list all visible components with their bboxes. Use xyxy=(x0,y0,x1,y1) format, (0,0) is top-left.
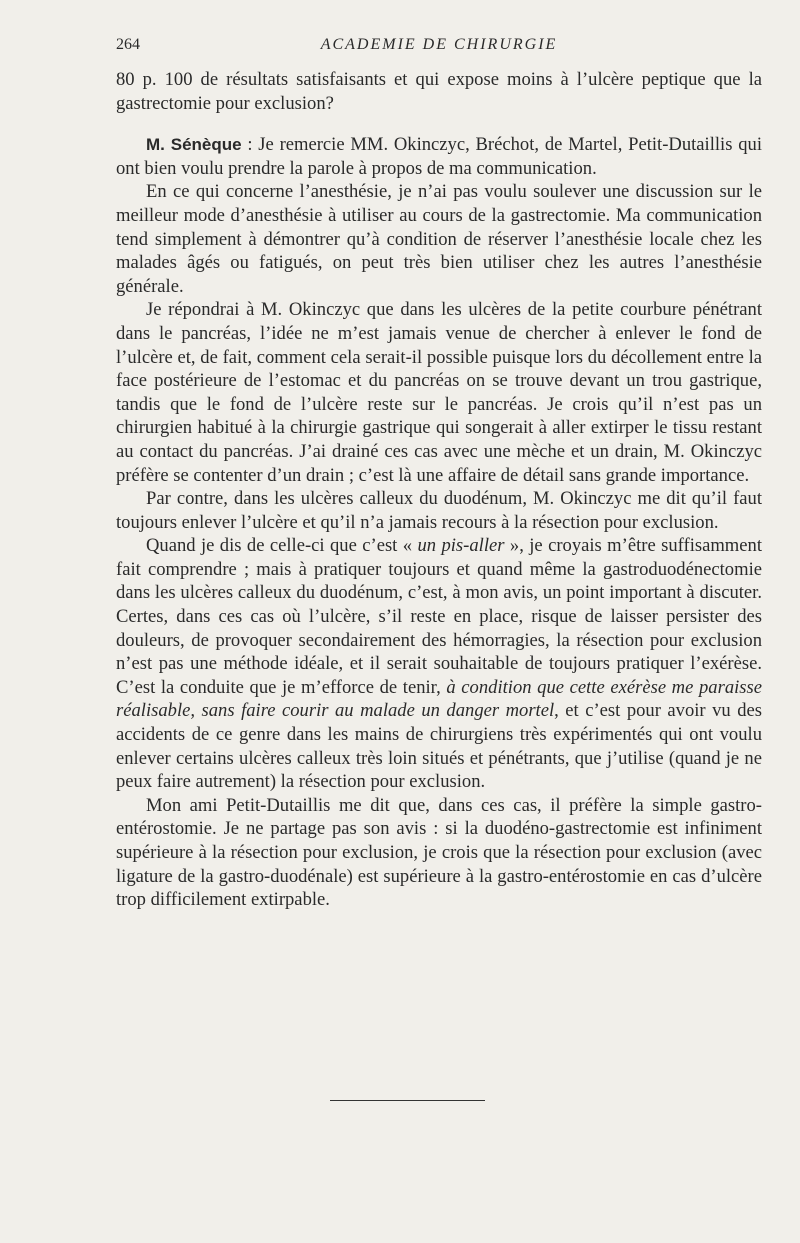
paragraph-1: 80 p. 100 de résultats satisfaisants et qui expose moins à l’ulcère peptique que la gastrectomie pour exclusion? xyxy=(116,69,762,114)
speaker-name: M. Sénèque xyxy=(146,135,242,155)
paragraph-gap xyxy=(116,115,762,133)
body-text xyxy=(116,68,762,912)
paragraph-6-italic-b: à condition que cette exérèse me paraisse réalisable, sans faire courir au malade un danger mortel xyxy=(116,676,763,722)
section-divider xyxy=(330,1100,485,1101)
page-number: 264 xyxy=(116,36,140,53)
paragraph-3: En ce qui concerne l’anesthésie, je n’ai pas voulu soulever une discussion sur le meilleur mode d’anesthésie à utiliser au cours de la gastrectomie. Ma communication tend simplement à démontrer qu’à condition de réserver l’anesthésie locale chez les malades âgés ou fatigués, on peut très bien utiliser chez les autres l’anesthésie générale. xyxy=(116,181,762,297)
paragraph-6 xyxy=(116,534,762,794)
paragraph-4: Je répondrai à M. Okinczyc que dans les ulcères de la petite courbure pénétrant dans le pancréas, l’idée ne m’est jamais venue de chercher à enlever le fond de l’ulcère et, de fait, comment cela serait-il possible puisque lors du décollement entre la face postérieure de l’estomac et du pancréas on se trouve devant un trou gastrique, tandis que le fond de l’ulcère reste sur le pancréas. Je crois qu’il n’est pas un chirurgien habitué à la chirurgie gastrique qui songerait à aller extirper le tissu restant au contact du pancréas. J’ai drainé ces cas avec une mèche et un drain, M. Okinczyc préfère se contenter d’un drain ; c’est là une affaire de détail sans grande importance. xyxy=(116,299,762,486)
paragraph-2-text: : Je remercie MM. Okinczyc, Bréchot, de Martel, Petit-Dutaillis qui ont bien voulu prendre la parole à propos de ma communication. xyxy=(116,134,762,179)
paragraph-6-italic-a: un pis-aller xyxy=(417,535,505,557)
paragraph-6-part-e: , et c’est pour avoir vu des accidents de ce genre dans les mains de chirurgiens très expérimentés qui ont voulu enlever certains ulcères calleux très loin situés et pénétrants, que j’utilise (quand je ne peux faire autrement) la résection pour exclusion. xyxy=(116,700,762,793)
paragraph-6-part-a: Quand je dis de celle-ci que c’est « xyxy=(146,535,418,557)
paragraph-6-part-c: », je croyais m’être suffisamment fait comprendre ; mais à pratiquer toujours et quand même la gastroduodénectomie dans les ulcères calleux du duodénum, c’est, à mon avis, un point important à discuter. Certes, dans ces cas où l’ulcère, s’il reste en place, risque de laisser persister des douleurs, de provoquer secondairement des hémorragies, la résection pour exclusion n’est pas une méthode idéale, et il serait souhaitable de toujours pratiquer l’exérèse. C’est la conduite que je m’efforce de tenir, xyxy=(116,535,762,698)
page-header xyxy=(116,36,762,58)
paragraph-5: Par contre, dans les ulcères calleux du duodénum, M. Okinczyc me dit qu’il faut toujours enlever l’ulcère et qu’il n’a jamais recours à la résection pour exclusion. xyxy=(116,488,762,533)
paragraph-7: Mon ami Petit-Dutaillis me dit que, dans ces cas, il préfère la simple gastro-entérostomie. Je ne partage pas son avis : si la duodéno-gastrectomie est infiniment supérieure à la résection pour exclusion, je crois que la résection pour exclusion (avec ligature de la gastro-duodénale) est supérieure à la gastro-entérostomie en cas d’ulcère trop difficilement extirpable. xyxy=(116,794,762,911)
paragraph-2 xyxy=(116,133,762,180)
running-title: ACADEMIE DE CHIRURGIE xyxy=(320,36,558,53)
